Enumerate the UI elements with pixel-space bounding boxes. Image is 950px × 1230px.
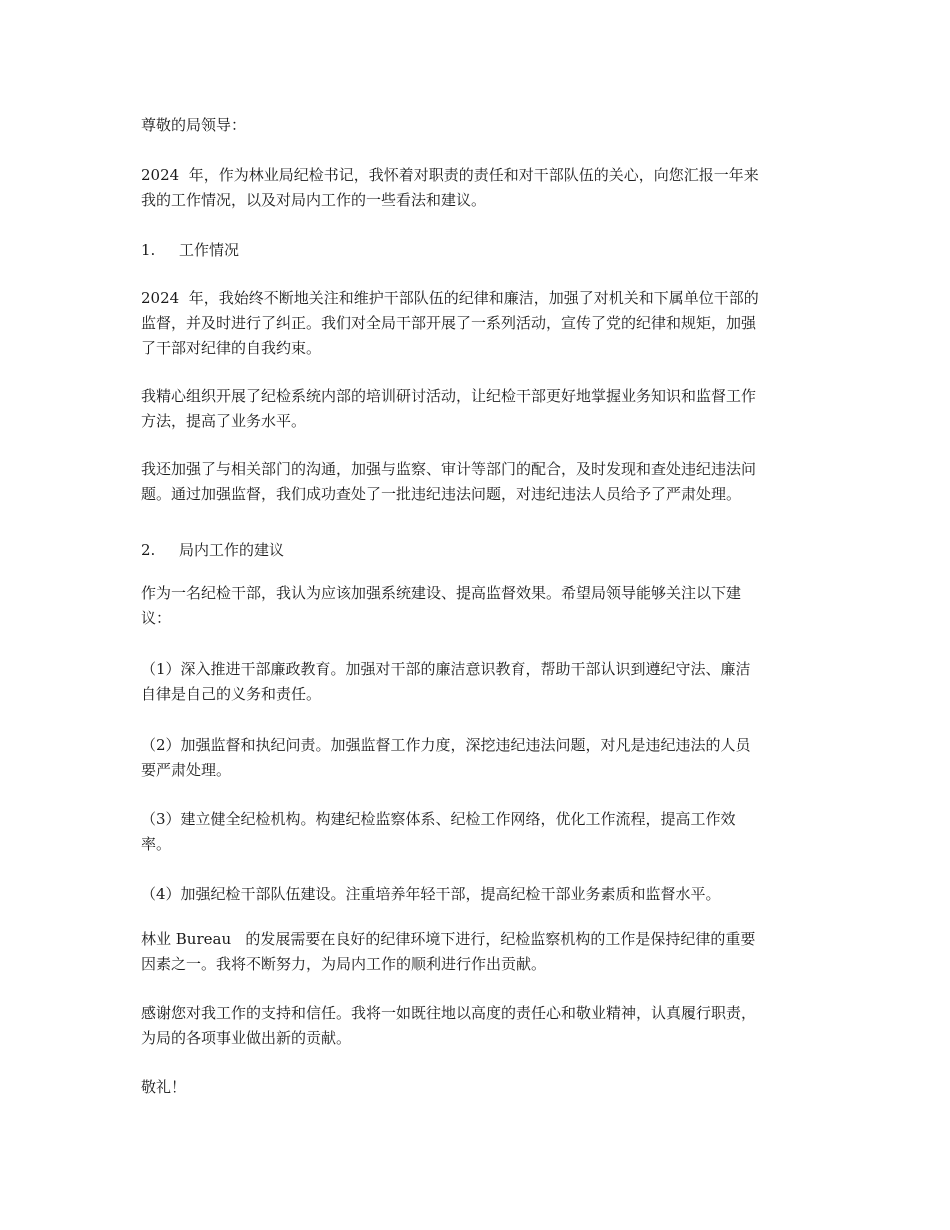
- suggestion-1-line-1: （1）深入推进干部廉政教育。加强对干部的廉洁意识教育，帮助干部认识到遵纪守法、廉洁: [141, 660, 751, 678]
- section-1-para-1-line-3: 了干部对纪律的自我约束。: [141, 339, 322, 357]
- section-1-para-1-line-2: 监督，并及时进行了纠正。我们对全局干部开展了一系列活动，宣传了党的纪律和规矩，加强: [141, 314, 757, 332]
- suggestion-3-line-2: 率。: [141, 835, 172, 853]
- section-2-intro-line-1: 作为一名纪检干部，我认为应该加强系统建设、提高监督效果。希望局领导能够关注以下建: [141, 584, 742, 602]
- salutation: 敬礼！: [141, 1078, 187, 1096]
- suggestion-2-line-1: （2）加强监督和执纪问责。加强监督工作力度，深挖违纪违法问题，对凡是违纪违法的人员: [141, 736, 751, 754]
- section-2-title: 局内工作的建议: [179, 541, 285, 559]
- section-2-heading: [141, 541, 821, 559]
- section-1-para-1-line-1: 2024 年，我始终不断地关注和维护干部队伍的纪律和廉洁，加强了对机关和下属单位干部的: [141, 289, 759, 307]
- section-1-heading: [141, 241, 821, 259]
- section-1-para-3-line-1: 我还加强了与相关部门的沟通，加强与监察、审计等部门的配合，及时发现和查处违纪违法问: [141, 460, 757, 478]
- closing-para-1-line-1: 林业 Bureau 的发展需要在良好的纪律环境下进行，纪检监察机构的工作是保持纪律的重要: [141, 930, 756, 948]
- suggestion-1-line-2: 自律是自己的义务和责任。: [141, 685, 322, 703]
- section-1-title: 工作情况: [179, 241, 240, 259]
- section-2-intro-line-2: 议：: [141, 609, 172, 627]
- closing-para-2-line-1: 感谢您对我工作的支持和信任。我将一如既往地以高度的责任心和敬业精神，认真履行职责，: [141, 1004, 757, 1022]
- greeting: 尊敬的局领导：: [141, 116, 247, 134]
- section-1-para-2-line-1: 我精心组织开展了纪检系统内部的培训研讨活动，让纪检干部更好地掌握业务知识和监督工作: [141, 387, 757, 405]
- suggestion-2-line-2: 要严肃处理。: [141, 761, 232, 779]
- section-1-number: 1.: [141, 241, 156, 259]
- section-2-number: 2.: [141, 541, 156, 559]
- suggestion-3-line-1: （3）建立健全纪检机构。构建纪检监察体系、纪检工作网络，优化工作流程，提高工作效: [141, 810, 736, 828]
- section-1-para-3-line-2: 题。通过加强监督，我们成功查处了一批违纪违法问题，对违纪违法人员给予了严肃处理。: [141, 485, 742, 503]
- closing-para-2-line-2: 为局的各项事业做出新的贡献。: [141, 1029, 352, 1047]
- intro-line-2: 我的工作情况，以及对局内工作的一些看法和建议。: [141, 191, 487, 209]
- suggestion-4-line-1: （4）加强纪检干部队伍建设。注重培养年轻干部，提高纪检干部业务素质和监督水平。: [141, 885, 721, 903]
- closing-para-1-line-2: 因素之一。我将不断努力，为局内工作的顺利进行作出贡献。: [141, 955, 547, 973]
- section-1-para-2-line-2: 方法，提高了业务水平。: [141, 412, 307, 430]
- intro-line-1: 2024 年，作为林业局纪检书记，我怀着对职责的责任和对干部队伍的关心，向您汇报一年来: [141, 166, 759, 184]
